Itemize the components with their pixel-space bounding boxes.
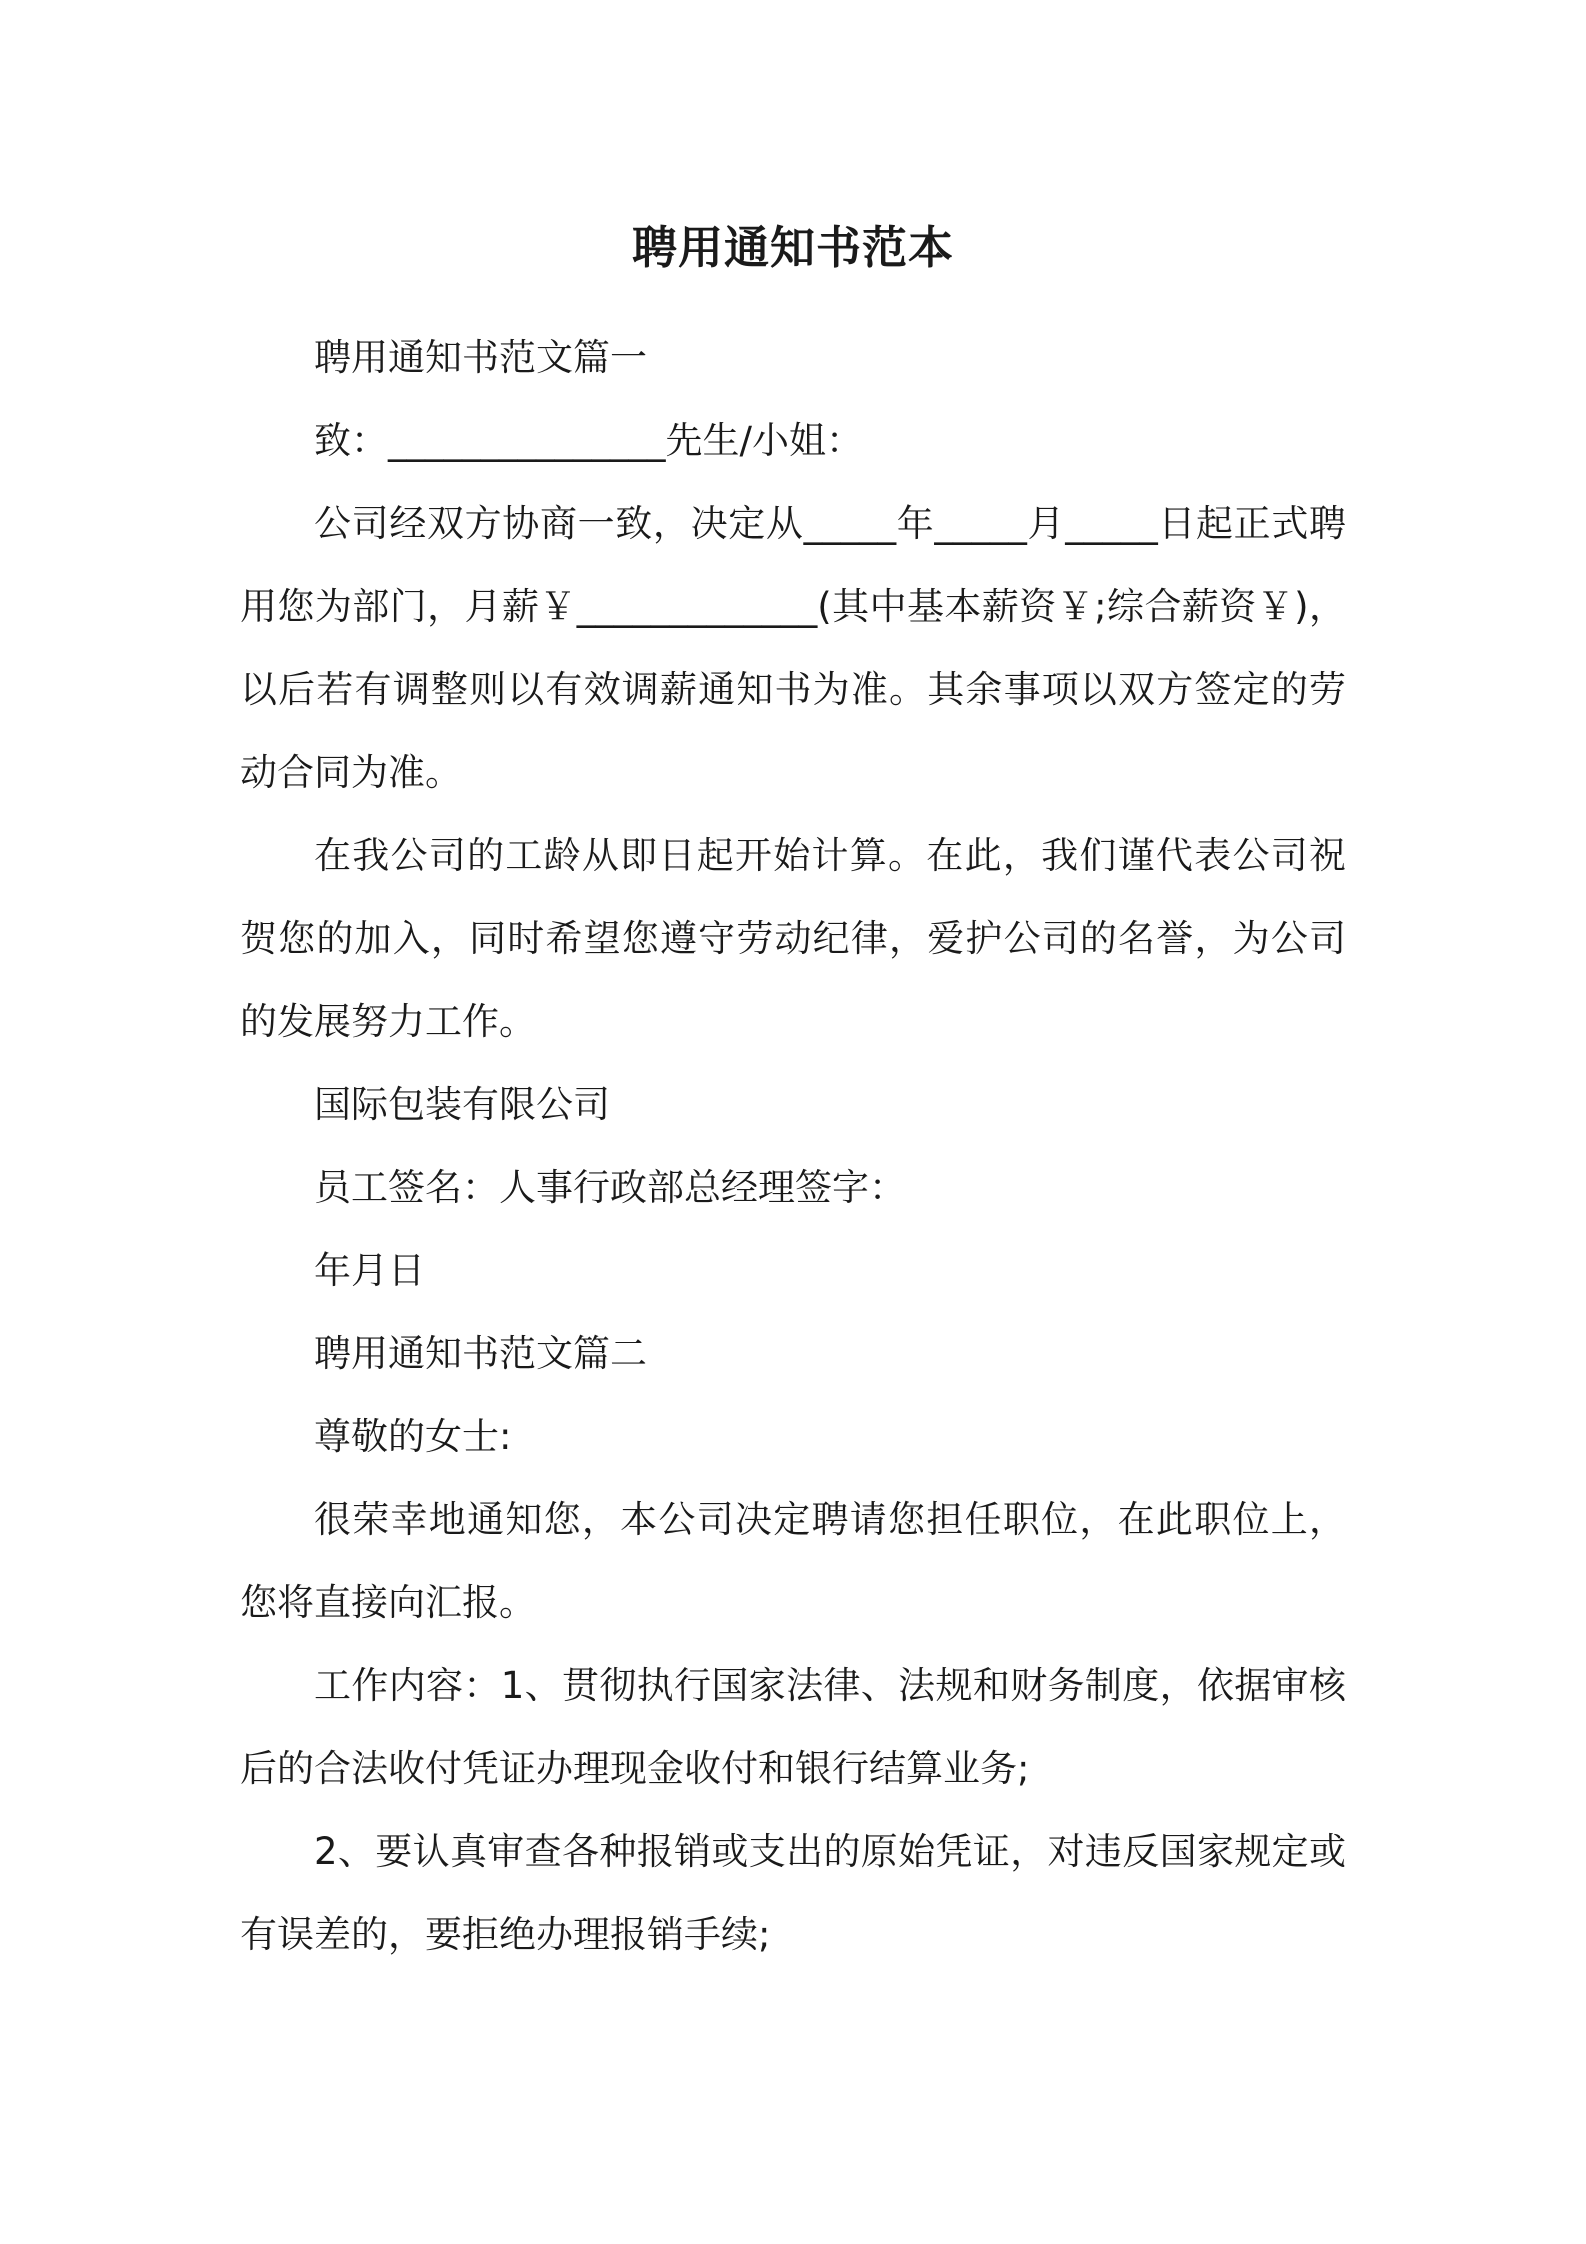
paragraph-employment-terms: 公司经双方协商一致，决定从_____年_____月_____日起正式聘用您为部门，月薪￥_____________(其中基本薪资￥;综合薪资￥)，以后若有调整则以有效调薪通知书为准。其余事项以双方签定的劳动合同为准。 — [240, 502, 1346, 794]
salutation-2: 尊敬的女士: — [314, 1415, 512, 1458]
company-name: 国际包装有限公司 — [314, 1083, 610, 1126]
paragraph-job-duty-2: 2、要认真审查各种报销或支出的原始凭证，对违反国家规定或有误差的，要拒绝办理报销手续; — [240, 1830, 1346, 1956]
paragraph-welcome: 在我公司的工龄从即日起开始计算。在此，我们谨代表公司祝贺您的加入，同时希望您遵守劳动纪律，爱护公司的名誉，为公司的发展努力工作。 — [240, 834, 1346, 1043]
document-title: 聘用通知书范本 — [631, 221, 954, 274]
signature-line: 员工签名：人事行政部总经理签字： — [314, 1166, 906, 1209]
paragraph-offer: 很荣幸地通知您，本公司决定聘请您担任职位，在此职位上，您将直接向汇报。 — [240, 1498, 1346, 1624]
section-heading-2: 聘用通知书范文篇二 — [314, 1332, 647, 1375]
date-line: 年月日 — [314, 1249, 425, 1292]
paragraph-job-duty-1: 工作内容：1、贯彻执行国家法律、法规和财务制度，依据审核后的合法收付凭证办理现金收付和银行结算业务; — [240, 1664, 1346, 1790]
salutation-1: 致：_______________先生/小姐： — [314, 419, 863, 462]
section-heading-1: 聘用通知书范文篇一 — [314, 336, 647, 379]
document-body — [240, 316, 1346, 1976]
